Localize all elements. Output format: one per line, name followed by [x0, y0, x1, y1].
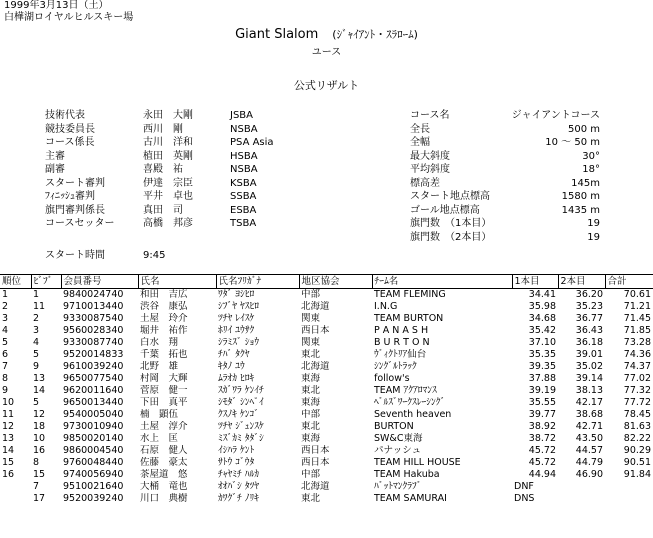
table-cell: 82.22 — [623, 433, 651, 444]
table-cell: ｼﾝｸﾞﾙﾄﾗｯｸ — [374, 361, 417, 372]
table-cell: 和田 吉広 — [140, 289, 188, 300]
table-cell: 9620011640 — [63, 385, 124, 396]
table-cell: 9850020140 — [63, 433, 124, 444]
table-cell: 45.72 — [528, 457, 556, 468]
table-cell: 90.51 — [623, 457, 651, 468]
start-time-label: スタート時間 — [45, 250, 105, 261]
event-title-en: Giant Slalom — [235, 27, 319, 42]
table-cell: 91.84 — [623, 469, 651, 480]
venue-name: 白樺湖ロイヤルヒルスキー場 — [4, 12, 134, 23]
table-cell: 44.57 — [575, 445, 603, 456]
table-cell: 菅原 健一 — [140, 385, 188, 396]
table-cell: 10 — [2, 397, 15, 408]
table-row — [0, 421, 653, 433]
table-cell: 渋谷 康弘 — [140, 301, 188, 312]
course-info-value: ジャイアントコース — [511, 110, 600, 121]
table-cell: 43.50 — [575, 433, 603, 444]
table-cell: 9760048440 — [63, 457, 124, 468]
course-info-label: コース名 — [410, 110, 450, 121]
official-name: 真田 司 — [143, 204, 183, 216]
table-cell: 77.32 — [623, 385, 651, 396]
table-cell: 16 — [2, 469, 15, 480]
table-cell: 11 — [2, 409, 15, 420]
table-cell: 堀井 祐作 — [140, 325, 188, 336]
table-cell: TEAM SAMURAI — [374, 493, 447, 504]
table-cell: 38.72 — [528, 433, 556, 444]
table-cell: 5 — [33, 397, 40, 408]
table-cell: ｷﾀﾉ ﾕｳ — [218, 361, 245, 372]
official-name: 喜殿 祐 — [143, 164, 183, 175]
column-header: 2本目 — [558, 275, 605, 289]
official-org: NSBA — [230, 164, 258, 175]
table-cell: 9 — [2, 385, 9, 396]
table-cell: ｸｽﾉｷ ｹﾝｺﾞ — [218, 409, 260, 420]
table-row — [0, 337, 653, 349]
table-cell: 77.72 — [623, 397, 651, 408]
course-info-label: 全長 — [410, 123, 430, 135]
table-cell: ﾜﾀﾞ ﾖｼﾋﾛ — [218, 289, 255, 300]
table-cell: 35.02 — [575, 361, 603, 372]
table-cell: 71.21 — [623, 301, 651, 312]
table-cell: TEAM ｱｸｱﾛﾏﾝｽ — [374, 385, 437, 396]
official-org: TSBA — [230, 218, 257, 229]
results-heading: 公式リザルト — [293, 79, 360, 92]
table-cell: 18 — [33, 421, 46, 432]
official-name: 高橋 邦彦 — [143, 218, 193, 229]
table-cell: Seventh heaven — [374, 409, 452, 420]
table-cell: 78.45 — [623, 409, 651, 420]
table-cell: 西日本 — [301, 325, 330, 336]
table-cell: 14 — [33, 385, 46, 396]
race-date: 1999年3月13日（土） — [4, 0, 109, 11]
official-org: ESBA — [230, 204, 257, 216]
table-cell: 90.29 — [623, 445, 651, 456]
table-cell: 9560028340 — [63, 325, 124, 336]
table-row — [0, 289, 653, 302]
table-row — [0, 361, 653, 373]
official-role: コースセッター — [45, 218, 115, 229]
table-cell: 中部 — [301, 289, 321, 300]
table-cell: 東海 — [301, 433, 321, 444]
table-cell: 3 — [2, 313, 9, 324]
table-cell: P A N A S H — [374, 325, 429, 336]
table-cell: 9520039240 — [63, 493, 124, 504]
course-info-value: 10 ～ 50 m — [545, 137, 600, 148]
table-cell: 東北 — [301, 421, 321, 432]
table-cell: 石原 健人 — [140, 445, 188, 456]
table-cell: 西日本 — [301, 445, 330, 456]
table-cell: 東北 — [301, 349, 321, 360]
table-cell: 9740056940 — [63, 469, 124, 480]
table-cell: 35.42 — [528, 325, 556, 336]
results-table — [0, 274, 653, 505]
course-info-label: スタート地点標高 — [410, 191, 490, 202]
table-cell: 70.61 — [623, 289, 651, 300]
official-role: ﾌｨﾆｯｼｭ審判 — [45, 191, 95, 202]
table-cell: 千葉 拓也 — [140, 349, 188, 360]
table-cell: 北海道 — [301, 301, 330, 312]
table-cell: 39.77 — [528, 409, 556, 420]
table-cell: 3 — [33, 325, 40, 336]
column-header: 地区協会 — [299, 275, 372, 289]
table-cell: ﾂﾁﾔ ｼﾞｭﾝｽｹ — [218, 421, 264, 432]
table-cell: パナッシュ — [374, 445, 422, 456]
table-cell: 2 — [33, 313, 40, 324]
table-cell: ｽｶﾞﾜﾗ ｹﾝｲﾁ — [218, 385, 264, 396]
table-cell: 茶屋道 悠 — [140, 469, 188, 480]
table-cell: 38.92 — [528, 421, 556, 432]
course-info-value: 30° — [582, 150, 600, 162]
table-cell: ﾊﾞｯﾄﾏﾝｸﾗﾌﾞ — [374, 481, 422, 492]
official-name: 西川 剛 — [143, 123, 183, 135]
table-cell: 9330087540 — [63, 313, 124, 324]
table-cell: 39.14 — [575, 373, 603, 384]
table-cell: 39.35 — [528, 361, 556, 372]
official-role: 技術代表 — [45, 110, 85, 121]
course-info-label: 標高差 — [410, 177, 440, 189]
course-info-label: ゴール地点標高 — [410, 204, 480, 216]
category-label: ユース — [311, 47, 342, 58]
table-cell: ｶﾜｸﾞﾁ ﾉﾘｷ — [218, 493, 260, 504]
column-header: 合計 — [605, 275, 653, 289]
table-cell — [0, 481, 31, 493]
table-cell: 39.01 — [575, 349, 603, 360]
table-row — [0, 385, 653, 397]
table-cell: 35.55 — [528, 397, 556, 408]
table-cell: 白水 翔 — [140, 337, 179, 348]
table-cell: 東北 — [301, 493, 321, 504]
table-cell: 36.18 — [575, 337, 603, 348]
table-cell: 5 — [2, 337, 9, 348]
official-role: 競技委員長 — [45, 123, 95, 135]
table-cell: ｼﾌﾞﾔ ﾔｽﾋﾛ — [218, 301, 260, 312]
table-cell: 川口 典樹 — [140, 493, 188, 504]
course-info-value: 1580 m — [561, 191, 600, 202]
table-cell: 土屋 玲介 — [140, 313, 188, 324]
results-body — [0, 289, 653, 506]
table-cell: 9860004540 — [63, 445, 124, 456]
official-role: コース係長 — [45, 137, 95, 148]
table-cell: 42.71 — [575, 421, 603, 432]
table-cell: 6 — [2, 349, 9, 360]
column-header: ﾁｰﾑ名 — [372, 275, 512, 289]
table-cell: ｲｼﾊﾗ ｹﾝﾄ — [218, 445, 255, 456]
table-cell: 36.20 — [575, 289, 603, 300]
table-row — [0, 397, 653, 409]
official-name: 永田 大剛 — [143, 110, 193, 121]
table-cell: 2 — [2, 301, 9, 312]
column-header: ﾋﾞﾌﾞ — [31, 275, 61, 289]
course-info-label: 旗門数 （1本目） — [410, 218, 492, 229]
table-cell: BURTON — [374, 421, 414, 432]
table-cell: 5 — [33, 349, 40, 360]
table-cell: follow's — [374, 373, 410, 384]
table-cell: 東海 — [301, 397, 321, 408]
table-cell: 44.79 — [575, 457, 603, 468]
table-cell: 38.68 — [575, 409, 603, 420]
start-time-value: 9:45 — [143, 250, 166, 261]
table-cell: 9710013440 — [63, 301, 124, 312]
table-cell: 73.28 — [623, 337, 651, 348]
official-org: HSBA — [230, 150, 258, 162]
table-cell: ｼﾗﾐｽﾞ ｼｮｳ — [218, 337, 260, 348]
table-cell: 12 — [33, 409, 46, 420]
table-cell: ﾑﾗｵｶ ﾋﾛｷ — [218, 373, 255, 384]
table-cell: ﾁﾊﾞ ﾀｸﾔ — [218, 349, 250, 360]
table-cell: 74.37 — [623, 361, 651, 372]
table-cell: 9610039240 — [63, 361, 124, 372]
table-cell: 10 — [33, 433, 46, 444]
table-cell: DNS — [514, 493, 535, 504]
table-cell: 9510021640 — [63, 481, 124, 492]
table-cell: 44.94 — [528, 469, 556, 480]
table-cell: TEAM Hakuba — [374, 469, 440, 480]
table-cell: 15 — [33, 469, 46, 480]
official-org: NSBA — [230, 123, 258, 135]
table-row — [0, 481, 653, 493]
table-cell: 36.43 — [575, 325, 603, 336]
table-cell: 9540005040 — [63, 409, 124, 420]
table-cell: TEAM HILL HOUSE — [374, 457, 461, 468]
table-cell: 46.90 — [575, 469, 603, 480]
table-cell: 17 — [33, 493, 46, 504]
table-cell: DNF — [514, 481, 534, 492]
table-cell: 71.85 — [623, 325, 651, 336]
table-cell: 14 — [2, 445, 15, 456]
official-name: 植田 英剛 — [143, 150, 193, 162]
column-header: 氏名 — [138, 275, 216, 289]
official-role: 旗門審判係長 — [45, 204, 105, 216]
table-cell: 35.35 — [528, 349, 556, 360]
event-title-jp: (ｼﾞｬｲｱﾝﾄ・ｽﾗﾛｰﾑ) — [332, 28, 418, 41]
table-cell: 中部 — [301, 469, 321, 480]
table-cell: ｳﾞｨｸﾄﾘｱ仙台 — [374, 349, 427, 360]
table-cell: 東北 — [301, 385, 321, 396]
column-header: 順位 — [0, 275, 31, 289]
official-org: SSBA — [230, 191, 257, 202]
table-cell: 39.19 — [528, 385, 556, 396]
table-cell: 77.02 — [623, 373, 651, 384]
official-name: 平井 卓也 — [143, 191, 193, 202]
table-row — [0, 469, 653, 481]
official-org: KSBA — [230, 177, 257, 189]
table-cell: 下田 真平 — [140, 397, 188, 408]
table-cell: 71.45 — [623, 313, 651, 324]
course-info-label: 旗門数 （2本目） — [410, 231, 492, 243]
table-cell: 水上 匡 — [140, 433, 179, 444]
table-cell: ﾎﾘｲ ﾕｳｻｸ — [218, 325, 255, 336]
table-cell: ﾍﾞﾙｽﾞﾜｰｸｽﾚｰｼﾝｸﾞ — [374, 397, 446, 408]
column-header: 氏名ﾌﾘｶﾞﾅ — [216, 275, 299, 289]
table-row — [0, 349, 653, 361]
table-cell — [558, 493, 605, 505]
table-cell: 13 — [33, 373, 46, 384]
course-info-label: 平均斜度 — [410, 164, 450, 175]
table-cell: 34.68 — [528, 313, 556, 324]
table-cell: 中部 — [301, 409, 321, 420]
table-cell: 9330087740 — [63, 337, 124, 348]
course-info-value: 500 m — [567, 123, 600, 135]
table-row — [0, 457, 653, 469]
table-cell: 土屋 淳介 — [140, 421, 188, 432]
table-cell: 1 — [33, 289, 40, 300]
table-cell: ｻﾄｳ ｺﾞｳﾀ — [218, 457, 255, 468]
table-cell — [558, 481, 605, 493]
column-header: 1本目 — [512, 275, 558, 289]
table-cell: 1 — [2, 289, 9, 300]
table-cell: 8 — [33, 457, 40, 468]
event-title — [0, 27, 653, 43]
table-cell: 45.72 — [528, 445, 556, 456]
table-cell: 35.98 — [528, 301, 556, 312]
table-cell: 74.36 — [623, 349, 651, 360]
table-cell: 9730010940 — [63, 421, 124, 432]
course-info-value: 19 — [587, 218, 600, 229]
course-info-label: 最大斜度 — [410, 150, 450, 162]
table-cell: ｼﾓﾀﾞ ｼﾝﾍﾟｲ — [218, 397, 264, 408]
official-name: 古川 洋和 — [143, 137, 193, 148]
table-cell: SW&C東海 — [374, 433, 423, 444]
table-cell: 16 — [33, 445, 46, 456]
table-cell: 34.41 — [528, 289, 556, 300]
course-info-label: 全幅 — [410, 137, 430, 148]
table-cell: 9520014833 — [63, 349, 124, 360]
official-role: 主審 — [45, 150, 65, 162]
official-role: 副審 — [45, 164, 65, 175]
table-cell: 38.13 — [575, 385, 603, 396]
table-cell: ﾂﾁﾔ ﾚｲｽｹ — [218, 313, 255, 324]
table-cell: 9650077540 — [63, 373, 124, 384]
table-cell: 11 — [33, 301, 46, 312]
table-cell — [605, 493, 653, 505]
table-cell: 37.88 — [528, 373, 556, 384]
table-cell: 7 — [33, 481, 40, 492]
table-cell: 37.10 — [528, 337, 556, 348]
table-cell: 8 — [2, 373, 9, 384]
table-cell: 35.23 — [575, 301, 603, 312]
column-header: 会員番号 — [61, 275, 138, 289]
table-cell: I.N.G — [374, 301, 398, 312]
table-row — [0, 373, 653, 385]
table-cell: 佐藤 豪太 — [140, 457, 188, 468]
official-org: JSBA — [230, 110, 253, 121]
table-cell: 村岡 大輝 — [140, 373, 188, 384]
table-cell: 12 — [2, 421, 15, 432]
table-cell: TEAM FLEMING — [374, 289, 446, 300]
course-info-value: 1435 m — [561, 204, 600, 216]
table-row — [0, 445, 653, 457]
table-cell: ﾁｬﾔﾐﾁ ﾊﾙｶ — [218, 469, 260, 480]
table-cell: ｵｵﾊﾞｼ ﾀﾂﾔ — [218, 481, 260, 492]
course-info-value: 19 — [587, 231, 600, 243]
table-cell — [605, 481, 653, 493]
table-cell: 81.63 — [623, 421, 651, 432]
table-row — [0, 301, 653, 313]
table-cell: 7 — [2, 361, 9, 372]
table-cell: 13 — [2, 433, 15, 444]
table-cell: 15 — [2, 457, 15, 468]
table-cell: 4 — [2, 325, 9, 336]
table-cell: 東海 — [301, 373, 321, 384]
table-cell — [0, 493, 31, 505]
table-cell: 36.77 — [575, 313, 603, 324]
table-cell: 楠 顕伍 — [140, 409, 179, 420]
table-cell: 4 — [33, 337, 40, 348]
table-cell: 関東 — [301, 337, 321, 348]
table-cell: 9840024740 — [63, 289, 124, 300]
table-row — [0, 325, 653, 337]
table-cell: 西日本 — [301, 457, 330, 468]
table-cell: 関東 — [301, 313, 321, 324]
table-cell: B U R T O N — [374, 337, 430, 348]
table-cell: 9 — [33, 361, 40, 372]
table-row — [0, 313, 653, 325]
table-cell: TEAM BURTON — [374, 313, 444, 324]
table-cell: ﾐｽﾞｶﾐ ﾀﾀﾞｼ — [218, 433, 264, 444]
table-cell: 大桶 竜也 — [140, 481, 188, 492]
table-cell: 北海道 — [301, 481, 330, 492]
table-cell: 北海道 — [301, 361, 330, 372]
official-org: PSA Asia — [230, 137, 274, 148]
official-name: 伊達 宗臣 — [143, 177, 193, 189]
table-row — [0, 493, 653, 505]
table-cell: 北野 雄 — [140, 361, 179, 372]
results-header-row — [0, 275, 653, 289]
table-row — [0, 433, 653, 445]
table-cell: 42.17 — [575, 397, 603, 408]
table-row — [0, 409, 653, 421]
table-cell: 9650013440 — [63, 397, 124, 408]
official-role: スタート審判 — [45, 177, 105, 189]
course-info-value: 145m — [571, 177, 600, 189]
course-info-value: 18° — [582, 164, 600, 175]
